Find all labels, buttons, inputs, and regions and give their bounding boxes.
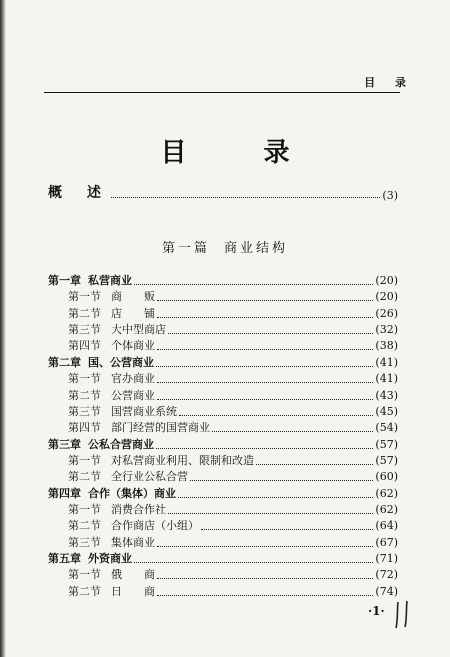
leader-dots <box>156 366 373 367</box>
leader-dots <box>134 284 373 285</box>
leader-dots <box>168 333 373 334</box>
toc-entry-title: 对私营商业利用、限制和改造 <box>111 453 254 467</box>
toc-chapter-entry[interactable] <box>48 438 398 452</box>
toc-section-entry[interactable] <box>68 503 398 517</box>
toc-entry-page: (62) <box>375 486 398 500</box>
toc-overview-entry[interactable] <box>48 182 398 202</box>
toc-section-entry[interactable] <box>68 536 398 550</box>
toc-entry-title: 合作商店（小组） <box>111 519 199 533</box>
toc-section-entry[interactable] <box>68 470 398 484</box>
toc-entry-page: (32) <box>375 323 398 337</box>
leader-dots <box>157 546 373 547</box>
toc-chapter-entry[interactable] <box>48 487 398 501</box>
toc-section-entry[interactable] <box>68 290 398 304</box>
toc-entry-number: 第五章 <box>48 552 81 565</box>
toc-entry-number: 第三节 <box>68 404 101 418</box>
leader-dots <box>157 595 373 596</box>
toc-entry-number: 第一节 <box>68 372 101 386</box>
toc-section-entry[interactable] <box>68 372 398 386</box>
toc-entry-page: (72) <box>375 568 398 582</box>
leader-dots <box>134 562 373 563</box>
toc-entry-number: 第二节 <box>68 306 101 320</box>
toc-entry-number: 第一节 <box>68 453 101 467</box>
leader-dots <box>157 317 373 318</box>
toc-entry-page: (57) <box>375 453 398 467</box>
toc-entry-label <box>68 339 155 353</box>
toc-entry-page: (20) <box>375 274 398 287</box>
toc-chapter-entry[interactable] <box>48 356 398 370</box>
toc-entry-number: 第四节 <box>68 421 101 435</box>
toc-entry-page: (57) <box>375 437 398 451</box>
toc-entry-page: (26) <box>375 306 398 320</box>
scan-edge-shadow <box>0 0 6 657</box>
toc-entry-page: (41) <box>375 372 398 386</box>
toc-entry-title: 公私合营商业 <box>88 437 154 451</box>
toc-section-entry[interactable] <box>68 389 398 403</box>
leader-dots <box>190 480 373 481</box>
toc-entry-title: 日 商 <box>111 584 155 598</box>
toc-entry-label <box>68 372 155 386</box>
toc-entry-title: 集体商业 <box>111 535 155 549</box>
toc-entry-number: 第一节 <box>68 568 101 582</box>
toc-entry-title: 外资商业 <box>88 552 132 565</box>
toc-entry-title: 部门经营的国营商业 <box>111 421 210 435</box>
toc-entry-number: 第二节 <box>68 584 101 598</box>
toc-entry-page: (43) <box>375 388 398 402</box>
leader-dots <box>157 349 373 350</box>
toc-entry-title: 国营商业系统 <box>111 404 177 418</box>
toc-entry-page: (45) <box>375 404 398 418</box>
toc-entry-page: (62) <box>375 502 398 516</box>
toc-entry-label <box>68 454 254 468</box>
toc-entry-number: 第四节 <box>68 339 101 353</box>
toc-entry-page: (64) <box>375 519 398 533</box>
part-title: 商业结构 <box>224 241 289 256</box>
toc-entry-title: 国、公营商业 <box>88 355 154 369</box>
toc-entry-title: 俄 商 <box>111 568 155 582</box>
leader-dots <box>201 529 373 530</box>
toc-entry-page: (60) <box>375 470 398 484</box>
toc-entry-label <box>68 307 155 321</box>
toc-entry-number: 第一章 <box>48 274 81 287</box>
leader-dots <box>256 464 373 465</box>
toc-entry-page: (41) <box>375 355 398 369</box>
toc-entry-label <box>68 519 199 533</box>
toc-entry-title: 官办商业 <box>111 372 155 386</box>
leader-dots <box>157 382 373 383</box>
leader-dots <box>179 415 373 416</box>
toc-entry-number: 第三节 <box>68 323 101 337</box>
toc-entry-label <box>68 389 155 403</box>
toc-entry-page: (67) <box>375 535 398 549</box>
toc-entry-number: 第二章 <box>48 355 81 369</box>
toc-entry-page: (38) <box>375 339 398 353</box>
leader-dots <box>111 197 381 198</box>
toc-entry-title: 个体商业 <box>111 339 155 353</box>
leader-dots <box>212 431 373 432</box>
toc-entry-title: 私营商业 <box>88 274 132 287</box>
leader-dots <box>157 399 373 400</box>
toc-section-entry[interactable] <box>68 323 398 337</box>
toc-entry-title: 大中型商店 <box>111 323 166 337</box>
toc-entry-label <box>68 568 155 582</box>
part-heading <box>0 237 450 256</box>
toc-entry-title: 店 铺 <box>111 306 155 320</box>
toc-entry-page: (54) <box>375 421 398 435</box>
toc-entry-label <box>48 552 132 566</box>
toc-entry-number: 第一节 <box>68 290 101 304</box>
page-folio: ·1· <box>368 604 385 618</box>
toc-overview-label: 概 述 <box>48 185 111 201</box>
leader-dots <box>157 578 373 579</box>
leader-dots <box>157 300 373 301</box>
toc-section-entry[interactable] <box>68 405 398 419</box>
toc-entry-title: 合作（集体）商业 <box>88 486 176 500</box>
header-rule <box>44 92 400 93</box>
toc-entry-label <box>68 323 166 337</box>
toc-chapter-entry[interactable] <box>48 274 398 288</box>
handwritten-mark <box>392 600 414 630</box>
toc-overview-page: (3) <box>382 189 398 202</box>
toc-entry-label <box>48 274 132 288</box>
toc-section-entry[interactable] <box>68 568 398 582</box>
page-title: 目 录 <box>160 138 324 168</box>
toc-section-entry[interactable] <box>68 307 398 321</box>
toc-entry-label <box>48 487 176 501</box>
toc-section-entry[interactable] <box>68 421 398 435</box>
toc-entry-title: 全行业公私合营 <box>111 470 188 484</box>
toc-entry-label <box>68 536 155 550</box>
toc-entry-number: 第二节 <box>68 388 101 402</box>
leader-dots <box>156 448 373 449</box>
toc-entry-number: 第二节 <box>68 519 101 533</box>
toc-entry-label <box>48 356 154 370</box>
part-number: 第一篇 <box>161 241 210 256</box>
toc-entry-title: 公营商业 <box>111 388 155 402</box>
toc-section-entry[interactable] <box>68 339 398 353</box>
toc-entry-page: (74) <box>375 584 398 598</box>
leader-dots <box>168 513 373 514</box>
toc-entry-number: 第二节 <box>68 470 101 484</box>
toc-entry-label <box>68 421 210 435</box>
toc-entry-number: 第三节 <box>68 535 101 549</box>
toc-entry-label <box>68 585 155 599</box>
toc-section-entry[interactable] <box>68 454 398 468</box>
toc-section-entry[interactable] <box>68 585 398 599</box>
toc-entry-number: 第四章 <box>48 486 81 500</box>
toc-entry-label <box>48 438 154 452</box>
toc-entry-label <box>68 503 166 517</box>
toc-entry-number: 第三章 <box>48 437 81 451</box>
toc-entry-title: 消费合作社 <box>111 502 166 516</box>
toc-section-entry[interactable] <box>68 519 398 533</box>
toc-entry-label <box>68 405 177 419</box>
running-header: 目 录 <box>364 76 414 89</box>
toc-entry-label <box>68 470 188 484</box>
toc-entry-label <box>68 290 155 304</box>
toc-entry-number: 第一节 <box>68 502 101 516</box>
toc-entry-page: (71) <box>375 552 398 565</box>
toc-chapter-entry[interactable] <box>48 552 398 566</box>
leader-dots <box>178 497 373 498</box>
toc-entry-page: (20) <box>375 290 398 304</box>
toc-entry-title: 商 贩 <box>111 290 155 304</box>
